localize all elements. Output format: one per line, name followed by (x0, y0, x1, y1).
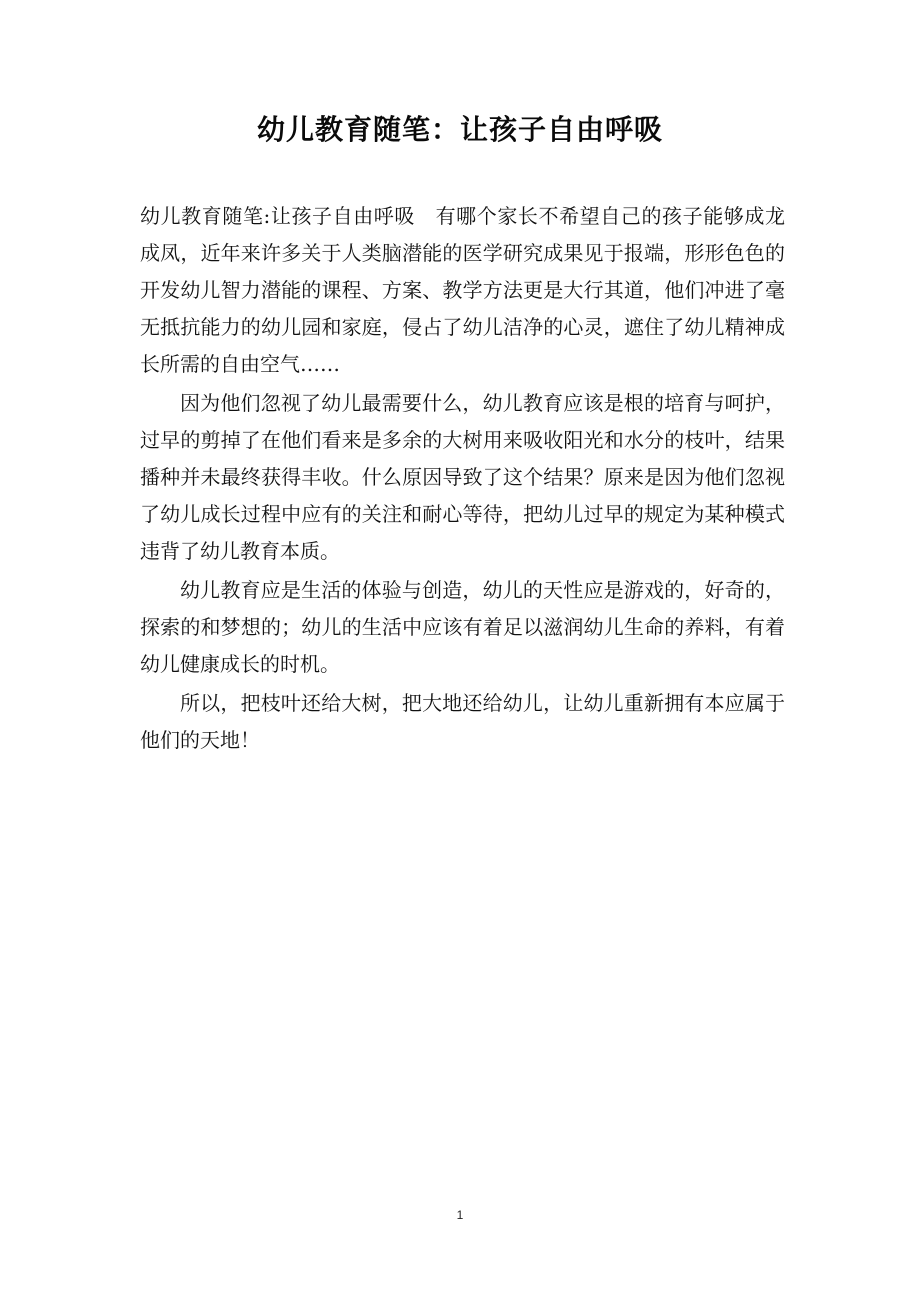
page-number: 1 (456, 1208, 464, 1222)
paragraph-reason: 因为他们忽视了幼儿最需要什么，幼儿教育应该是根的培育与呵护，过早的剪掉了在他们看来是多余的大树用来吸收阳光和水分的枝叶，结果播种并未最终获得丰收。什么原因导致了这个结果？原来是因为他们忽视了幼儿成长过程中应有的关注和耐心等待，把幼儿过早的规定为某种模式违背了幼儿教育本质。 (140, 391, 785, 563)
paragraph-nature: 幼儿教育应是生活的体验与创造，幼儿的天性应是游戏的，好奇的，探索的和梦想的；幼儿的生活中应该有着足以滋润幼儿生命的养料，有着幼儿健康成长的时机。 (140, 578, 785, 676)
paragraph-conclusion: 所以，把枝叶还给大树，把大地还给幼儿，让幼儿重新拥有本应属于他们的天地！ (140, 691, 785, 752)
document-title: 幼儿教育随笔：让孩子自由呼吸 (256, 113, 663, 146)
document-body (140, 198, 785, 761)
paragraph-intro: 幼儿教育随笔:让孩子自由呼吸 有哪个家长不希望自己的孩子能够成龙成凤，近年来许多关于人类脑潜能的医学研究成果见于报端，形形色色的开发幼儿智力潜能的课程、方案、教学方法更是大行其道，他们冲进了毫无抵抗能力的幼儿园和家庭，侵占了幼儿洁净的心灵，遮住了幼儿精神成长所需的自由空气…… (140, 204, 785, 376)
